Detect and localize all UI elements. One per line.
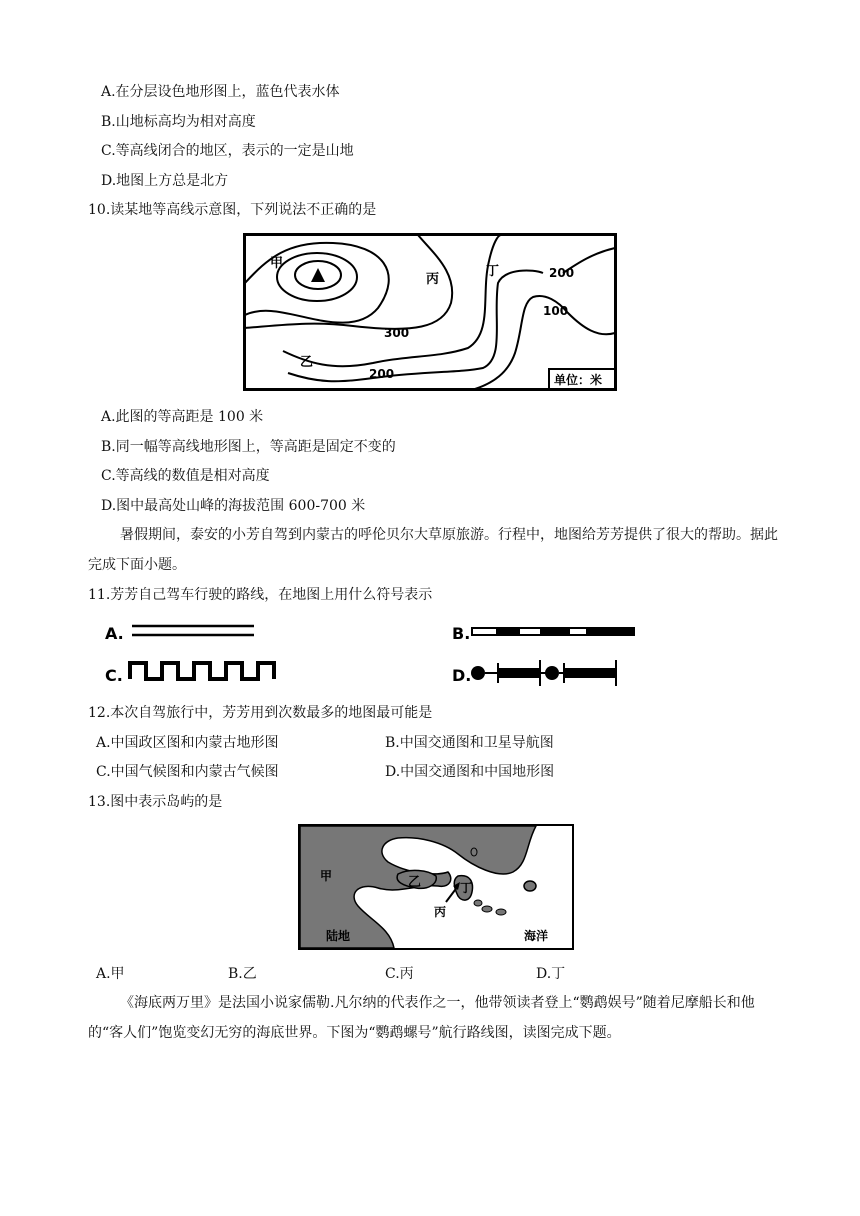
contour-label-300: 300 [384,326,410,340]
island-map-label-ding: 丁 [460,881,473,895]
symbol-option-b-label: B. [452,624,471,643]
map-label-jia: 甲 [270,256,284,271]
map-label-ding: 丁 [486,264,500,279]
q12-option-b: B.中国交通图和卫星导航图 [385,735,554,751]
contour-label-100: 100 [543,304,569,318]
contour-map [243,233,617,391]
q11-stem: 11.芳芳自己驾车行驶的路线，在地图上用什么符号表示 [88,587,433,603]
route-symbols [100,615,640,691]
q13-option-c: C.丙 [385,966,414,982]
q9-option-d: D.地图上方总是北方 [101,173,229,189]
q12-option-c: C.中国气候图和内蒙古气候图 [96,764,279,780]
map-label-bing: 丙 [426,272,440,287]
map-unit-legend: 单位：米 [554,373,603,387]
contour-label-200-south: 200 [369,367,395,381]
q13-option-b: B.乙 [228,966,257,982]
passage-nautilus: 《海底两万里》是法国小说家儒勒.凡尔纳的代表作之一，他带领读者登上“鹦鹉娱号”随着尼摩船长和他的“客人们”饱览变幻无穷的海底世界。下图为“鹦鹉螺号”航行路线图，读图完成下题。 [88,995,755,1041]
island-map-label-ocean: 海洋 [524,929,549,943]
q12-option-a: A.中国政区图和内蒙古地形图 [96,735,279,751]
map-label-yi: 乙 [300,355,314,370]
q10-option-c: C.等高线的数值是相对高度 [101,468,270,484]
q10-option-a: A.此图的等高距是 100 米 [101,409,264,425]
island-map [298,824,574,950]
symbol-option-a-label: A. [105,624,124,643]
island-map-label-jia: 甲 [320,869,333,883]
q9-option-a: A.在分层设色地形图上，蓝色代表水体 [101,84,340,100]
island-map-label-bing: 丙 [434,905,447,919]
q10-stem: 10.读某地等高线示意图，下列说法不正确的是 [88,202,377,218]
passage-trip: 暑假期间，泰安的小芳自驾到内蒙古的呼伦贝尔大草原旅游。行程中，地图给芳芳提供了很大的帮助。据此完成下面小题。 [88,527,778,573]
q10-option-b: B.同一幅等高线地形图上，等高距是固定不变的 [101,439,396,455]
q13-option-a: A.甲 [96,966,125,982]
symbol-option-c-label: C. [105,666,123,685]
q10-option-d: D.图中最高处山峰的海拔范围 600-700 米 [101,498,366,514]
q12-option-d: D.中国交通图和中国地形图 [385,764,555,780]
island-map-label-land: 陆地 [326,929,351,943]
q12-stem: 12.本次自驾旅行中，芳芳用到次数最多的地图最可能是 [88,705,433,721]
q13-stem: 13.图中表示岛屿的是 [88,794,223,810]
island-map-label-yi: 乙 [408,875,422,890]
symbol-option-d-label: D. [452,666,472,685]
q13-option-d: D.丁 [536,966,566,982]
q9-option-c: C.等高线闭合的地区，表示的一定是山地 [101,143,354,159]
q9-option-b: B.山地标高均为相对高度 [101,114,256,130]
contour-label-200-east: 200 [549,266,575,280]
